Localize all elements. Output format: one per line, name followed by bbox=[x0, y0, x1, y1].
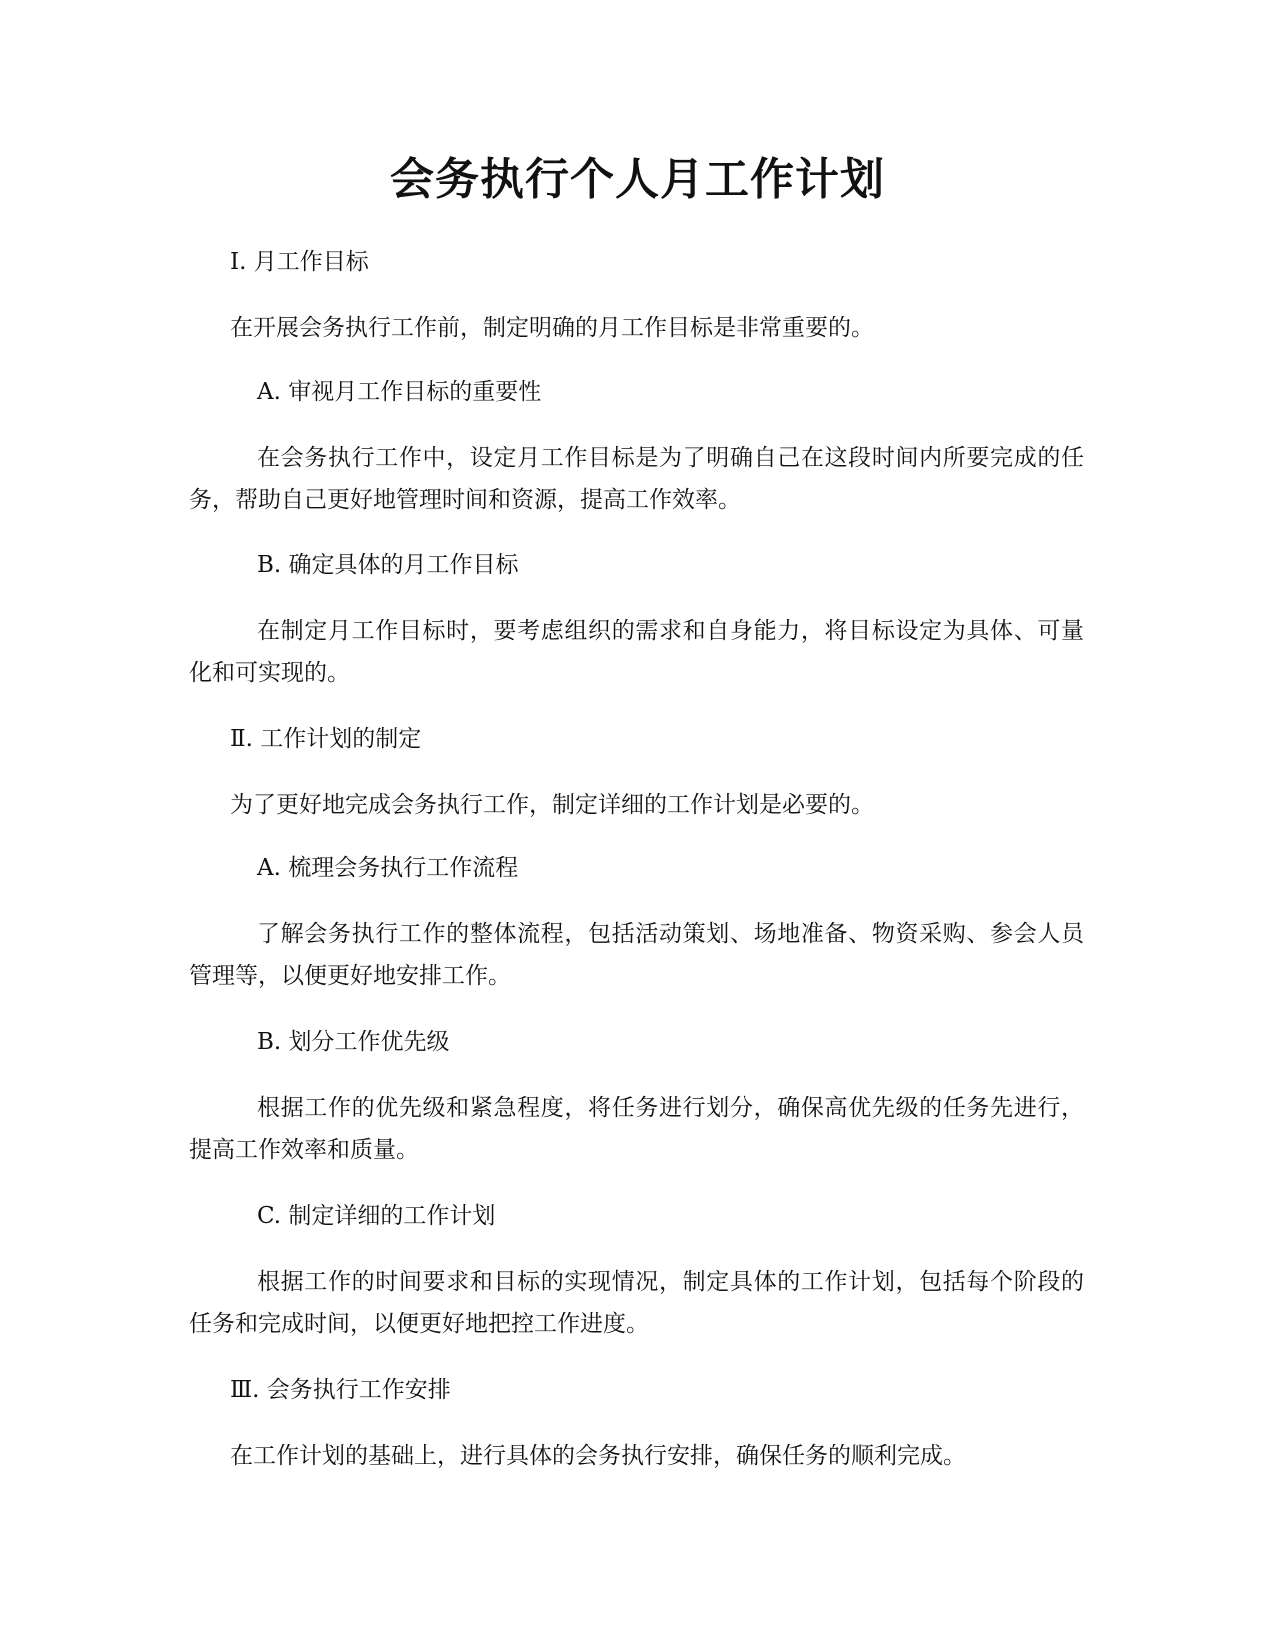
section-2a-body: 了解会务执行工作的整体流程，包括活动策划、场地准备、物资采购、参会人员管理等，以便更好地安排工作。 bbox=[189, 921, 1084, 989]
section-1-intro: 在开展会务执行工作前，制定明确的月工作目标是非常重要的。 bbox=[230, 315, 874, 341]
section-1b-heading: B. 确定具体的月工作目标 bbox=[257, 552, 519, 578]
section-1b-body: 在制定月工作目标时，要考虑组织的需求和自身能力，将目标设定为具体、可量化和可实现的。 bbox=[189, 618, 1084, 686]
section-3-heading: Ⅲ. 会务执行工作安排 bbox=[230, 1377, 451, 1403]
document-title: 会务执行个人月工作计划 bbox=[390, 154, 885, 205]
section-2b-body: 根据工作的优先级和紧急程度，将任务进行划分，确保高优先级的任务先进行，提高工作效率和质量。 bbox=[189, 1095, 1084, 1163]
section-2b-heading: B. 划分工作优先级 bbox=[257, 1029, 450, 1055]
section-1a-body: 在会务执行工作中，设定月工作目标是为了明确自己在这段时间内所要完成的任务，帮助自己更好地管理时间和资源，提高工作效率。 bbox=[189, 445, 1084, 513]
section-1a-heading: A. 审视月工作目标的重要性 bbox=[257, 379, 542, 405]
section-2c-body: 根据工作的时间要求和目标的实现情况，制定具体的工作计划，包括每个阶段的任务和完成时间，以便更好地把控工作进度。 bbox=[189, 1269, 1084, 1337]
section-1-heading: I. 月工作目标 bbox=[230, 249, 369, 275]
section-2-intro: 为了更好地完成会务执行工作，制定详细的工作计划是必要的。 bbox=[230, 792, 874, 818]
section-3-intro: 在工作计划的基础上，进行具体的会务执行安排，确保任务的顺利完成。 bbox=[230, 1443, 966, 1469]
section-2c-heading: C. 制定详细的工作计划 bbox=[257, 1203, 496, 1229]
section-2a-heading: A. 梳理会务执行工作流程 bbox=[257, 855, 519, 881]
section-2-heading: Ⅱ. 工作计划的制定 bbox=[230, 726, 422, 752]
